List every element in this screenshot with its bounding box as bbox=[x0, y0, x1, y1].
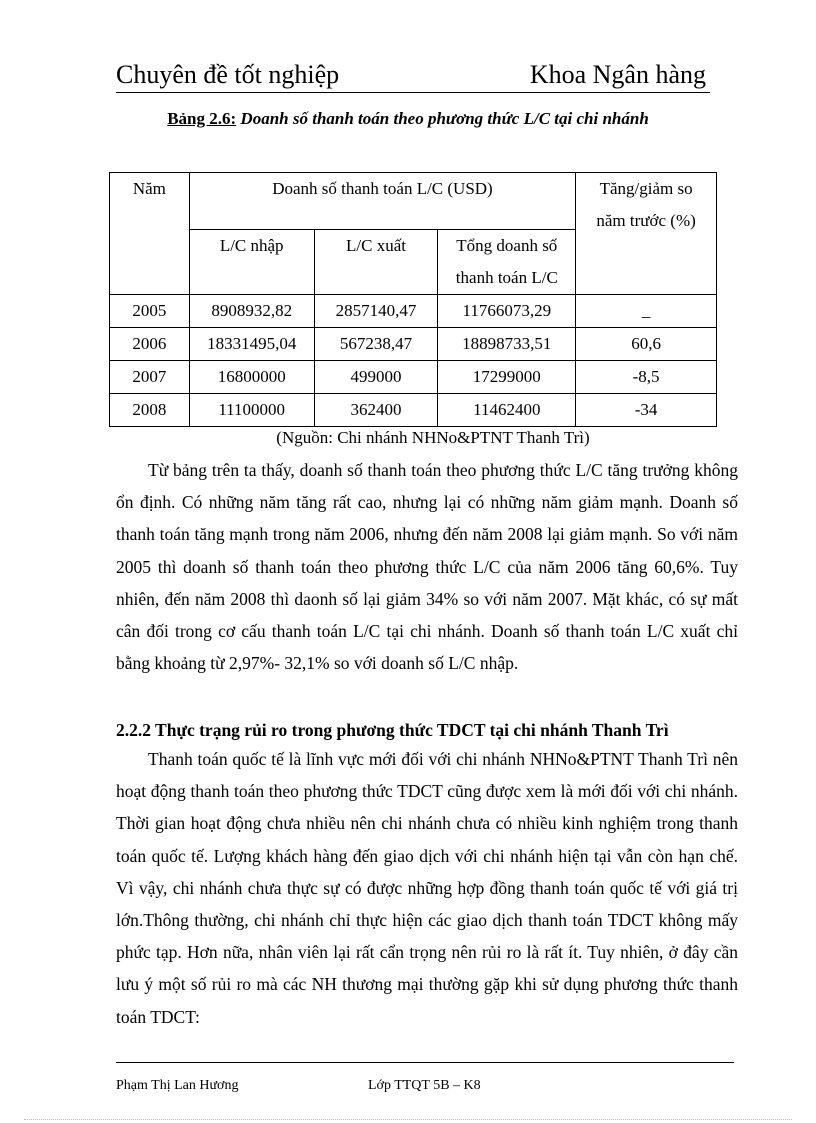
paragraph-analysis bbox=[116, 454, 738, 679]
cell-total: 11462400 bbox=[438, 394, 576, 427]
cell-total: 11766073,29 bbox=[438, 295, 576, 328]
paragraph-risk bbox=[116, 743, 738, 1033]
table-row bbox=[110, 361, 717, 394]
paragraph-analysis-text: Từ bảng trên ta thấy, doanh số thanh toán theo phương thức L/C tăng trưởng không ổn định. Có những năm tăng rất cao, nhưng lại có những năm giảm mạnh. Doanh số thanh toán tăng mạnh trong năm 2006, nhưng đến năm 2008 lại giảm mạnh. So với năm 2005 thì doanh số thanh toán theo phương thức L/C của năm 2006 tăng 60,6%. Tuy nhiên, đến năm 2008 thì daonh số lại giảm 34% so với năm 2007. Mặt khác, có sự mất cân đối trong cơ cấu thanh toán L/C tại chi nhánh. Doanh số thanh toán L/C xuất chỉ bằng khoảng từ 2,97%- 32,1% so với doanh số L/C nhập. bbox=[116, 460, 738, 674]
cell-change: 60,6 bbox=[576, 328, 717, 361]
cell-year: 2005 bbox=[110, 295, 190, 328]
cell-change: -34 bbox=[576, 394, 717, 427]
cell-import: 8908932,82 bbox=[189, 295, 314, 328]
table-row bbox=[110, 394, 717, 427]
footer-class: Lớp TTQT 5B – K8 bbox=[368, 1078, 481, 1093]
cell-year: 2008 bbox=[110, 394, 190, 427]
paragraph-risk-text: Thanh toán quốc tế là lĩnh vực mới đối với chi nhánh NHNo&PTNT Thanh Trì nên hoạt động thanh toán theo phương thức TDCT cũng được xem là mới đối với chi nhánh. Thời gian hoạt động chưa nhiều nên chi nhánh chưa có nhiều kinh nghiệm trong thanh toán quốc tế. Lượng khách hàng đến giao dịch với chi nhánh hiện tại vẫn còn hạn chế. Vì vậy, chi nhánh chưa thực sự có được những hợp đồng thanh toán quốc tế với giá trị lớn.Thông thường, chi nhánh chỉ thực hiện các giao dịch thanh toán TDCT không mấy phức tạp. Hơn nữa, nhân viên lại rất cẩn trọng nên rủi ro là rất ít. Tuy nhiên, ở đây cần lưu ý một số rủi ro mà các NH thương mại thường gặp khi sử dụng phương thức thanh toán TDCT: bbox=[116, 749, 738, 1027]
header-lc-revenue: Doanh số thanh toán L/C (USD) bbox=[189, 173, 575, 230]
cell-change: _ bbox=[576, 295, 717, 328]
section-heading: 2.2.2 Thực trạng rủi ro trong phương thức TDCT tại chi nhánh Thanh Trì bbox=[116, 720, 669, 740]
cell-total: 18898733,51 bbox=[438, 328, 576, 361]
header-year: Năm bbox=[110, 173, 190, 295]
cell-change: -8,5 bbox=[576, 361, 717, 394]
table-header-row bbox=[110, 173, 717, 230]
table-row bbox=[110, 295, 717, 328]
header-lc-total: Tổng doanh số thanh toán L/C bbox=[438, 230, 576, 295]
header-faculty: Khoa Ngân hàng bbox=[529, 60, 706, 89]
table-source: (Nguồn: Chi nhánh NHNo&PTNT Thanh Trì) bbox=[276, 428, 590, 447]
cell-export: 2857140,47 bbox=[314, 295, 438, 328]
cell-export: 567238,47 bbox=[314, 328, 438, 361]
page-edge-dots bbox=[24, 1119, 792, 1120]
table-number: Bảng 2.6: bbox=[167, 109, 237, 128]
table-title: Doanh số thanh toán theo phương thức L/C tại chi nhánh bbox=[240, 109, 649, 128]
header-lc-import: L/C nhập bbox=[189, 230, 314, 295]
cell-import: 11100000 bbox=[189, 394, 314, 427]
cell-total: 17299000 bbox=[438, 361, 576, 394]
cell-import: 16800000 bbox=[189, 361, 314, 394]
header-lc-export: L/C xuất bbox=[314, 230, 438, 295]
header-thesis-title: Chuyên đề tốt nghiệp bbox=[116, 60, 340, 89]
footer-divider bbox=[116, 1062, 734, 1063]
cell-export: 499000 bbox=[314, 361, 438, 394]
table-caption bbox=[0, 109, 816, 129]
footer-author: Phạm Thị Lan Hương bbox=[116, 1078, 239, 1093]
page-header bbox=[116, 58, 710, 93]
cell-year: 2006 bbox=[110, 328, 190, 361]
lc-payment-table bbox=[109, 172, 717, 427]
header-change: Tăng/giảm so năm trước (%) bbox=[576, 173, 717, 295]
cell-export: 362400 bbox=[314, 394, 438, 427]
table-row bbox=[110, 328, 717, 361]
cell-year: 2007 bbox=[110, 361, 190, 394]
cell-import: 18331495,04 bbox=[189, 328, 314, 361]
